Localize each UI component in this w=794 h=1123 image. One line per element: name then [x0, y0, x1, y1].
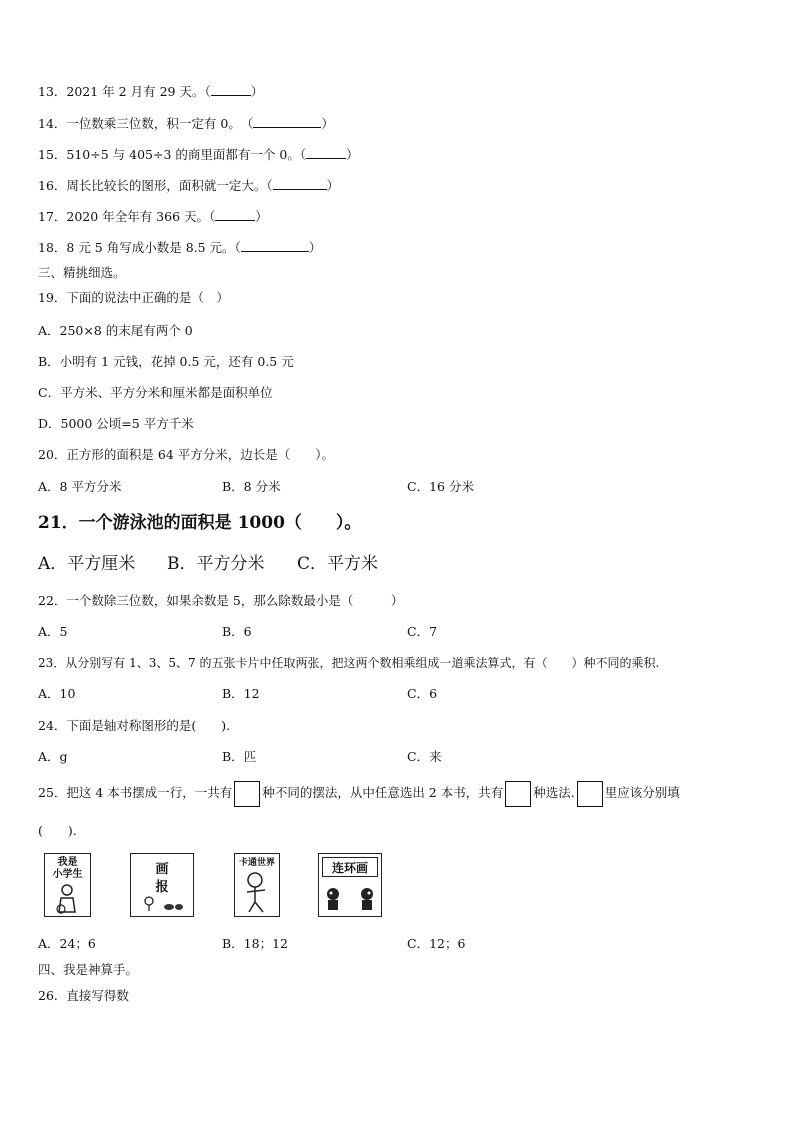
- question-text-end: ）: [250, 84, 264, 99]
- q19-option-b[interactable]: B．小明有 1 元钱，花掉 0.5 元，还有 0.5 元: [38, 354, 294, 369]
- question-text-part-2: 种不同的摆法，从中任意选出 2 本书，共有: [262, 785, 504, 800]
- question-text: 正方形的面积是 64 平方分米，边长是（ ）。: [66, 447, 335, 462]
- question-text: 一位数乘三位数，积一定有 0。 （: [66, 116, 254, 131]
- question-13: [38, 83, 263, 100]
- question-text: 下面是轴对称图形的是( ).: [66, 718, 231, 733]
- question-text-part-3: 种选法.: [533, 785, 575, 800]
- question-22: [38, 593, 403, 609]
- question-text: 从分别写有 1、3、5、7 的五张卡片中任取两张，把这两个数相乘组成一道乘法算式，有（ ）种不同的乘积.: [65, 656, 660, 670]
- question-text-end: ）: [255, 209, 268, 224]
- question-24: [38, 718, 230, 734]
- question-number: 24．: [38, 718, 67, 733]
- answer-blank[interactable]: [215, 208, 255, 221]
- cartoon-girl-icon: [241, 870, 273, 914]
- section-3-heading: 三、精挑细选。: [38, 265, 126, 280]
- question-23: [38, 655, 659, 671]
- book-image-4: [318, 853, 382, 917]
- q23-option-c[interactable]: C．6: [407, 686, 438, 701]
- question-text: 一个游泳池的面积是 1000（ ）。: [78, 513, 362, 533]
- question-26: [38, 988, 129, 1004]
- question-text-part-4: 里应该分别填: [604, 785, 680, 800]
- flower-drawing-icon: [141, 896, 185, 912]
- question-text-end: ）: [326, 178, 340, 193]
- question-number: 23．: [38, 656, 66, 670]
- q20-option-b[interactable]: B．8 分米: [222, 479, 281, 494]
- question-16: [38, 177, 339, 194]
- q22-option-c[interactable]: C．7: [407, 624, 438, 639]
- question-number: 25．: [38, 785, 67, 800]
- answer-blank[interactable]: [306, 146, 346, 159]
- question-text: 510÷5 与 405÷3 的商里面都有一个 0。（: [66, 147, 307, 162]
- section-4-heading: 四、我是神算手。: [38, 962, 139, 977]
- book-2-title-2: 报: [155, 880, 169, 895]
- book-image-1: [44, 853, 91, 917]
- student-drawing-icon: [51, 884, 83, 914]
- question-text-end: ）: [346, 147, 359, 162]
- question-19: [38, 290, 229, 306]
- question-18: [38, 239, 321, 256]
- question-number: 19．: [38, 290, 67, 305]
- book-4-title: 连环画: [331, 861, 368, 875]
- question-20: [38, 447, 334, 463]
- question-14: [38, 115, 334, 132]
- answer-blank[interactable]: [211, 83, 251, 96]
- book-1-title: 我是 小学生: [52, 857, 83, 880]
- q19-option-c[interactable]: C．平方米、平方分米和厘米都是面积单位: [38, 385, 273, 400]
- question-text-end: ）: [308, 240, 322, 255]
- q20-option-c[interactable]: C．16 分米: [407, 479, 474, 494]
- question-text: 周长比较长的图形，面积就一定大。（: [66, 178, 273, 193]
- q24-option-b[interactable]: B．匹: [222, 749, 257, 764]
- question-17: [38, 208, 268, 225]
- book-2-title-1: 画: [155, 862, 169, 877]
- question-text-part-1: 把这 4 本书摆成一行，一共有: [66, 785, 233, 800]
- question-text: 2021 年 2 月有 29 天。（: [66, 84, 211, 99]
- q24-option-c[interactable]: C．来: [407, 749, 442, 764]
- q21-option-b[interactable]: B．平方分米: [167, 554, 265, 574]
- question-text: 直接写得数: [66, 988, 129, 1003]
- q19-option-a[interactable]: A．250×8 的末尾有两个 0: [38, 323, 193, 338]
- answer-box-legend: [577, 781, 603, 807]
- q22-option-b[interactable]: B．6: [222, 624, 252, 639]
- q25-option-a[interactable]: A．24；6: [38, 936, 96, 951]
- panda-drawing-icon: [323, 884, 377, 912]
- q24-option-a[interactable]: A．g: [38, 749, 68, 764]
- q19-option-d[interactable]: D．5000 公顷=5 平方千米: [38, 416, 194, 431]
- question-text: 一个数除三位数，如果余数是 5，那么除数最小是（ ）: [66, 593, 404, 608]
- question-text-end: ）: [321, 116, 334, 131]
- question-number: 18．: [38, 240, 67, 255]
- question-21: [38, 512, 361, 534]
- question-number: 20．: [38, 447, 67, 462]
- question-number: 13．: [38, 84, 67, 99]
- question-text: 下面的说法中正确的是（ ）: [66, 290, 229, 305]
- q21-option-c[interactable]: C．平方米: [297, 554, 379, 574]
- question-25-line-2: ( ).: [38, 823, 77, 838]
- answer-box-2[interactable]: [505, 781, 531, 807]
- question-15: [38, 146, 359, 163]
- book-image-2: [130, 853, 194, 917]
- book-3-title: 卡通世界: [238, 858, 275, 868]
- q25-option-c[interactable]: C．12；6: [407, 936, 466, 951]
- question-number: 16．: [38, 178, 67, 193]
- question-number: 22．: [38, 593, 67, 608]
- q21-option-a[interactable]: A．平方厘米: [38, 554, 136, 574]
- question-number: 26．: [38, 988, 67, 1003]
- q23-option-a[interactable]: A．10: [38, 686, 76, 701]
- question-number: 14．: [38, 116, 67, 131]
- question-text: 2020 年全年有 366 天。（: [66, 209, 216, 224]
- question-number: 15．: [38, 147, 67, 162]
- answer-blank[interactable]: [273, 177, 327, 190]
- question-25: [38, 780, 680, 807]
- q22-option-a[interactable]: A．5: [38, 624, 68, 639]
- answer-blank[interactable]: [241, 239, 309, 252]
- book-image-3: [234, 853, 280, 917]
- q23-option-b[interactable]: B．12: [222, 686, 260, 701]
- q20-option-a[interactable]: A．8 平方分米: [38, 479, 122, 494]
- answer-blank[interactable]: [253, 115, 321, 128]
- answer-box-1[interactable]: [234, 781, 260, 807]
- question-number: 21．: [38, 513, 79, 533]
- question-number: 17．: [38, 209, 67, 224]
- q25-option-b[interactable]: B．18；12: [222, 936, 288, 951]
- question-text: 8 元 5 角写成小数是 8.5 元。（: [66, 240, 241, 255]
